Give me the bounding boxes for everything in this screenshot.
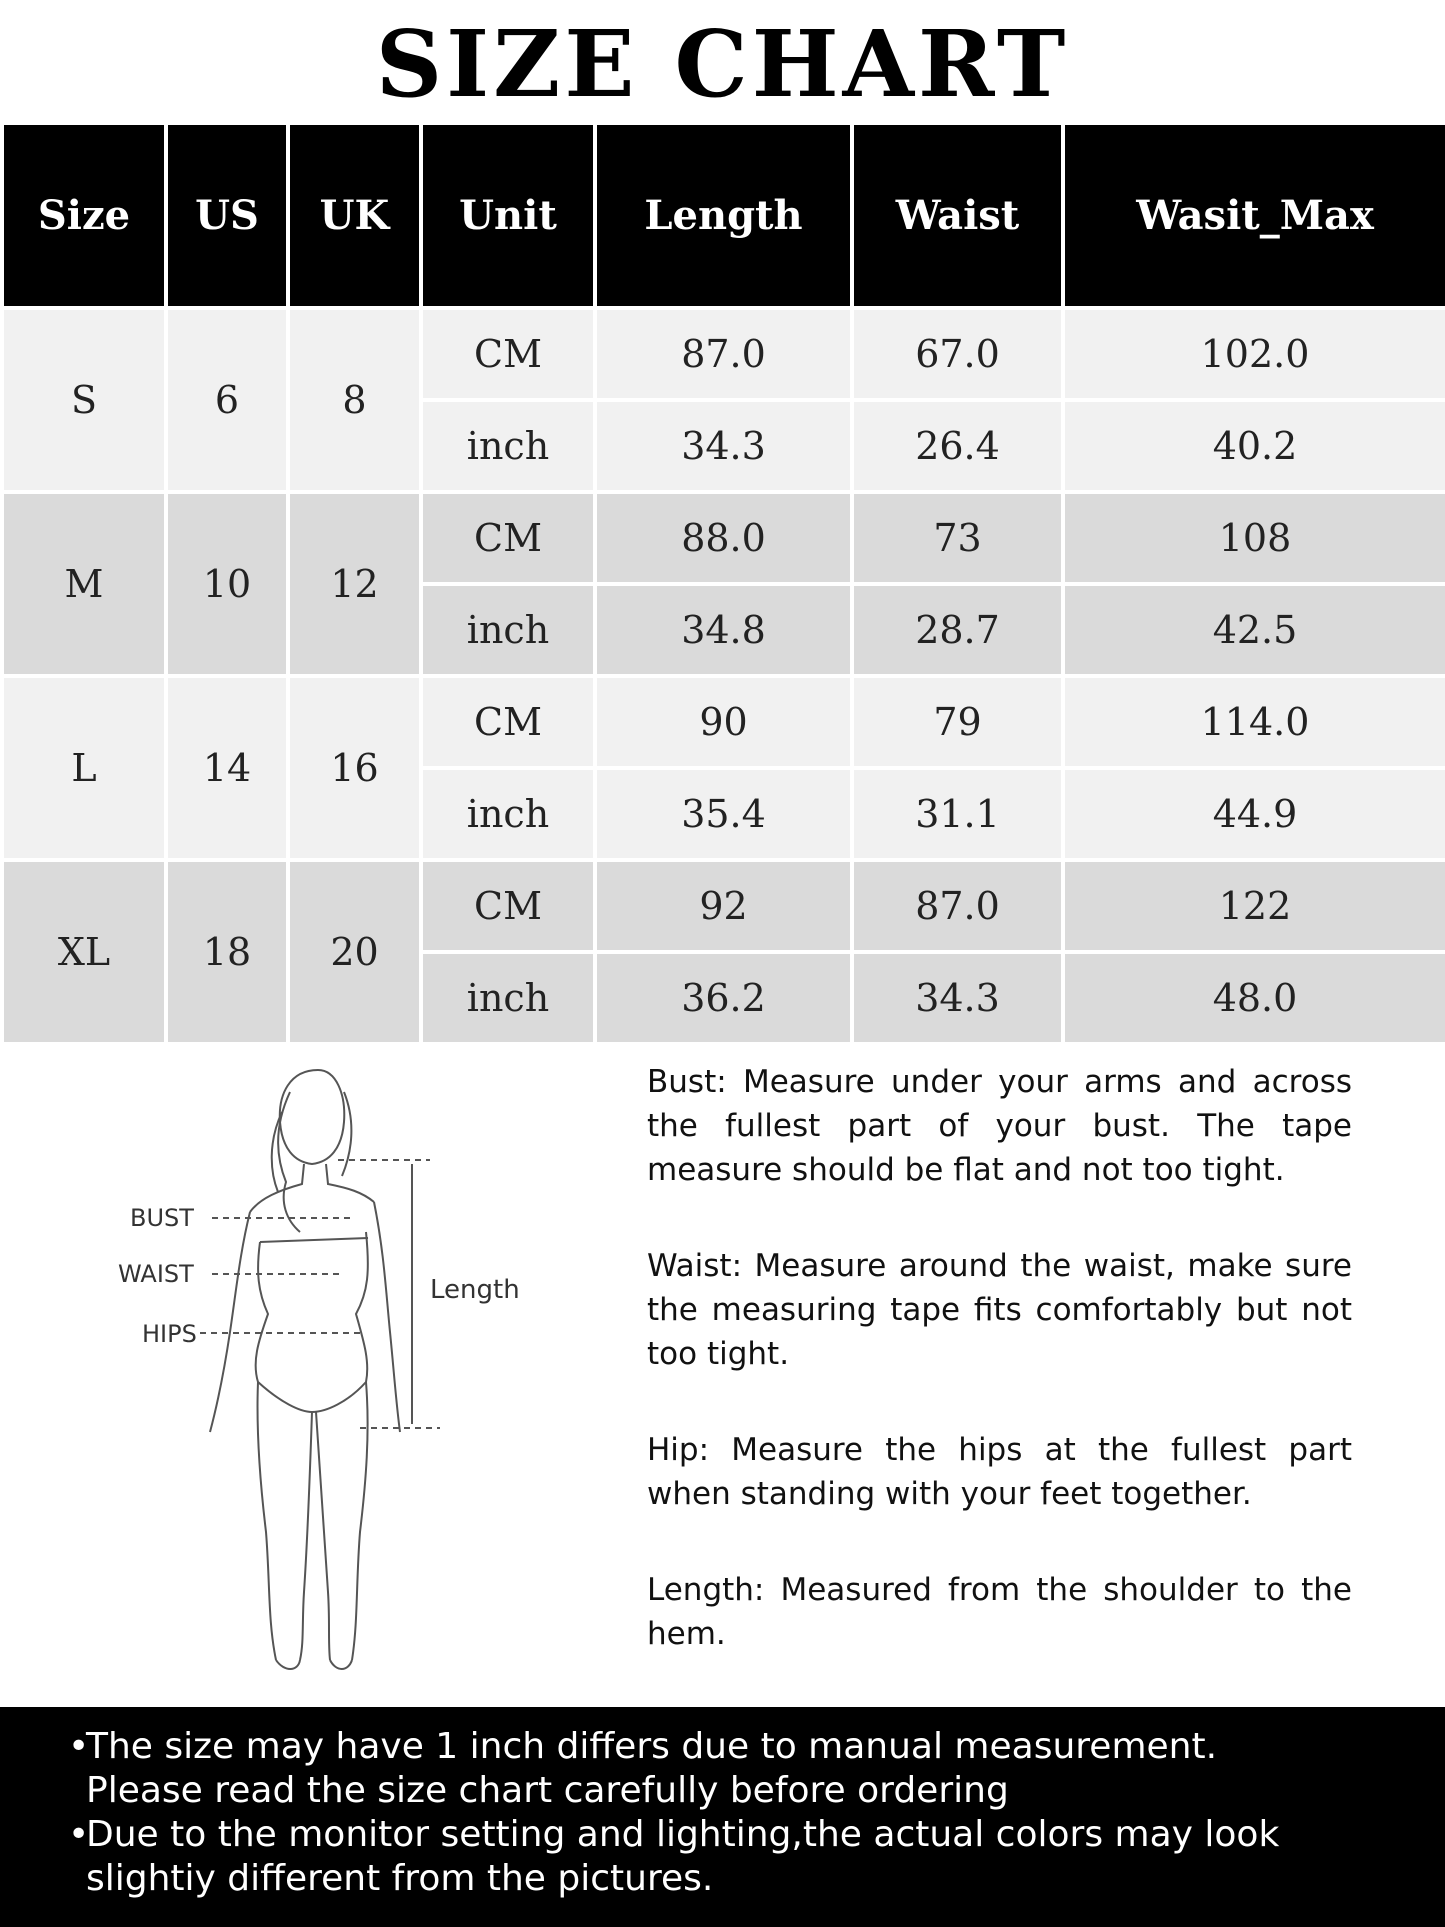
waist-label: WAIST [118,1260,194,1288]
cell-unit: CM [421,860,595,952]
cell-us: 6 [166,308,288,492]
header-waist-max: Wasit_Max [1063,123,1445,308]
cell-uk: 8 [288,308,421,492]
cell-waist-max: 42.5 [1063,584,1445,676]
cell-us: 18 [166,860,288,1044]
cell-waist: 79 [852,676,1063,768]
cell-waist-max: 44.9 [1063,768,1445,860]
cell-waist-max: 108 [1063,492,1445,584]
cell-waist-max: 40.2 [1063,400,1445,492]
waist-note: Waist: Measure around the waist, make sure the measuring tape fits comfortably but not too tight. [647,1248,1352,1372]
cell-length: 92 [595,860,852,952]
header-length: Length [595,123,852,308]
table-row [2,860,1445,952]
cell-unit: inch [421,584,595,676]
bullet-icon: • [68,1814,90,1855]
cell-unit: inch [421,400,595,492]
cell-us: 10 [166,492,288,676]
length-note: Length: Measured from the shoulder to the hem. [647,1572,1352,1652]
header-uk: UK [288,123,421,308]
bust-note: Bust: Measure under your arms and across the fullest part of your bust. The tape measure should be flat and not too tight. [647,1064,1352,1188]
cell-waist-max: 122 [1063,860,1445,952]
cell-length: 36.2 [595,952,852,1044]
header-us: US [166,123,288,308]
cell-waist: 73 [852,492,1063,584]
measurement-notes [647,1060,1352,1708]
header-size: Size [2,123,166,308]
size-chart-table [0,121,1445,1046]
cell-uk: 20 [288,860,421,1044]
cell-size: XL [2,860,166,1044]
cell-unit: CM [421,676,595,768]
bust-label: BUST [130,1204,194,1232]
footer-line-3 [68,1813,1445,1857]
cell-length: 87.0 [595,308,852,400]
hip-note: Hip: Measure the hips at the fullest part when standing with your feet together. [647,1432,1352,1512]
table-row [2,492,1445,584]
table-row [2,676,1445,768]
cell-length: 34.8 [595,584,852,676]
cell-waist-max: 114.0 [1063,676,1445,768]
cell-waist-max: 48.0 [1063,952,1445,1044]
footer-line-2: Please read the size chart carefully before ordering [86,1770,1009,1811]
footer-line-1 [68,1725,1445,1769]
cell-unit: CM [421,492,595,584]
measurement-figure [90,1052,550,1682]
disclaimer-footer [0,1707,1445,1927]
cell-length: 34.3 [595,400,852,492]
table-row [2,308,1445,400]
footer-text: Due to the monitor setting and lighting,the actual colors may look [86,1814,1280,1855]
body-outline-illustration [90,1052,550,1682]
cell-waist: 28.7 [852,584,1063,676]
cell-uk: 16 [288,676,421,860]
footer-text: The size may have 1 inch differs due to manual measurement. [86,1726,1218,1767]
table-header-row [2,123,1445,308]
cell-size: S [2,308,166,492]
header-waist: Waist [852,123,1063,308]
cell-waist: 31.1 [852,768,1063,860]
cell-unit: inch [421,952,595,1044]
cell-unit: CM [421,308,595,400]
header-unit: Unit [421,123,595,308]
cell-us: 14 [166,676,288,860]
hips-label: HIPS [142,1320,197,1348]
cell-length: 90 [595,676,852,768]
page-title: SIZE CHART [375,10,1070,118]
footer-line-4: slightiy different from the pictures. [86,1858,714,1899]
cell-waist: 87.0 [852,860,1063,952]
cell-unit: inch [421,768,595,860]
cell-length: 88.0 [595,492,852,584]
cell-waist: 34.3 [852,952,1063,1044]
cell-size: M [2,492,166,676]
length-label: Length [430,1275,520,1305]
cell-waist: 26.4 [852,400,1063,492]
cell-length: 35.4 [595,768,852,860]
cell-uk: 12 [288,492,421,676]
cell-waist: 67.0 [852,308,1063,400]
cell-waist-max: 102.0 [1063,308,1445,400]
bullet-icon: • [68,1726,90,1767]
cell-size: L [2,676,166,860]
